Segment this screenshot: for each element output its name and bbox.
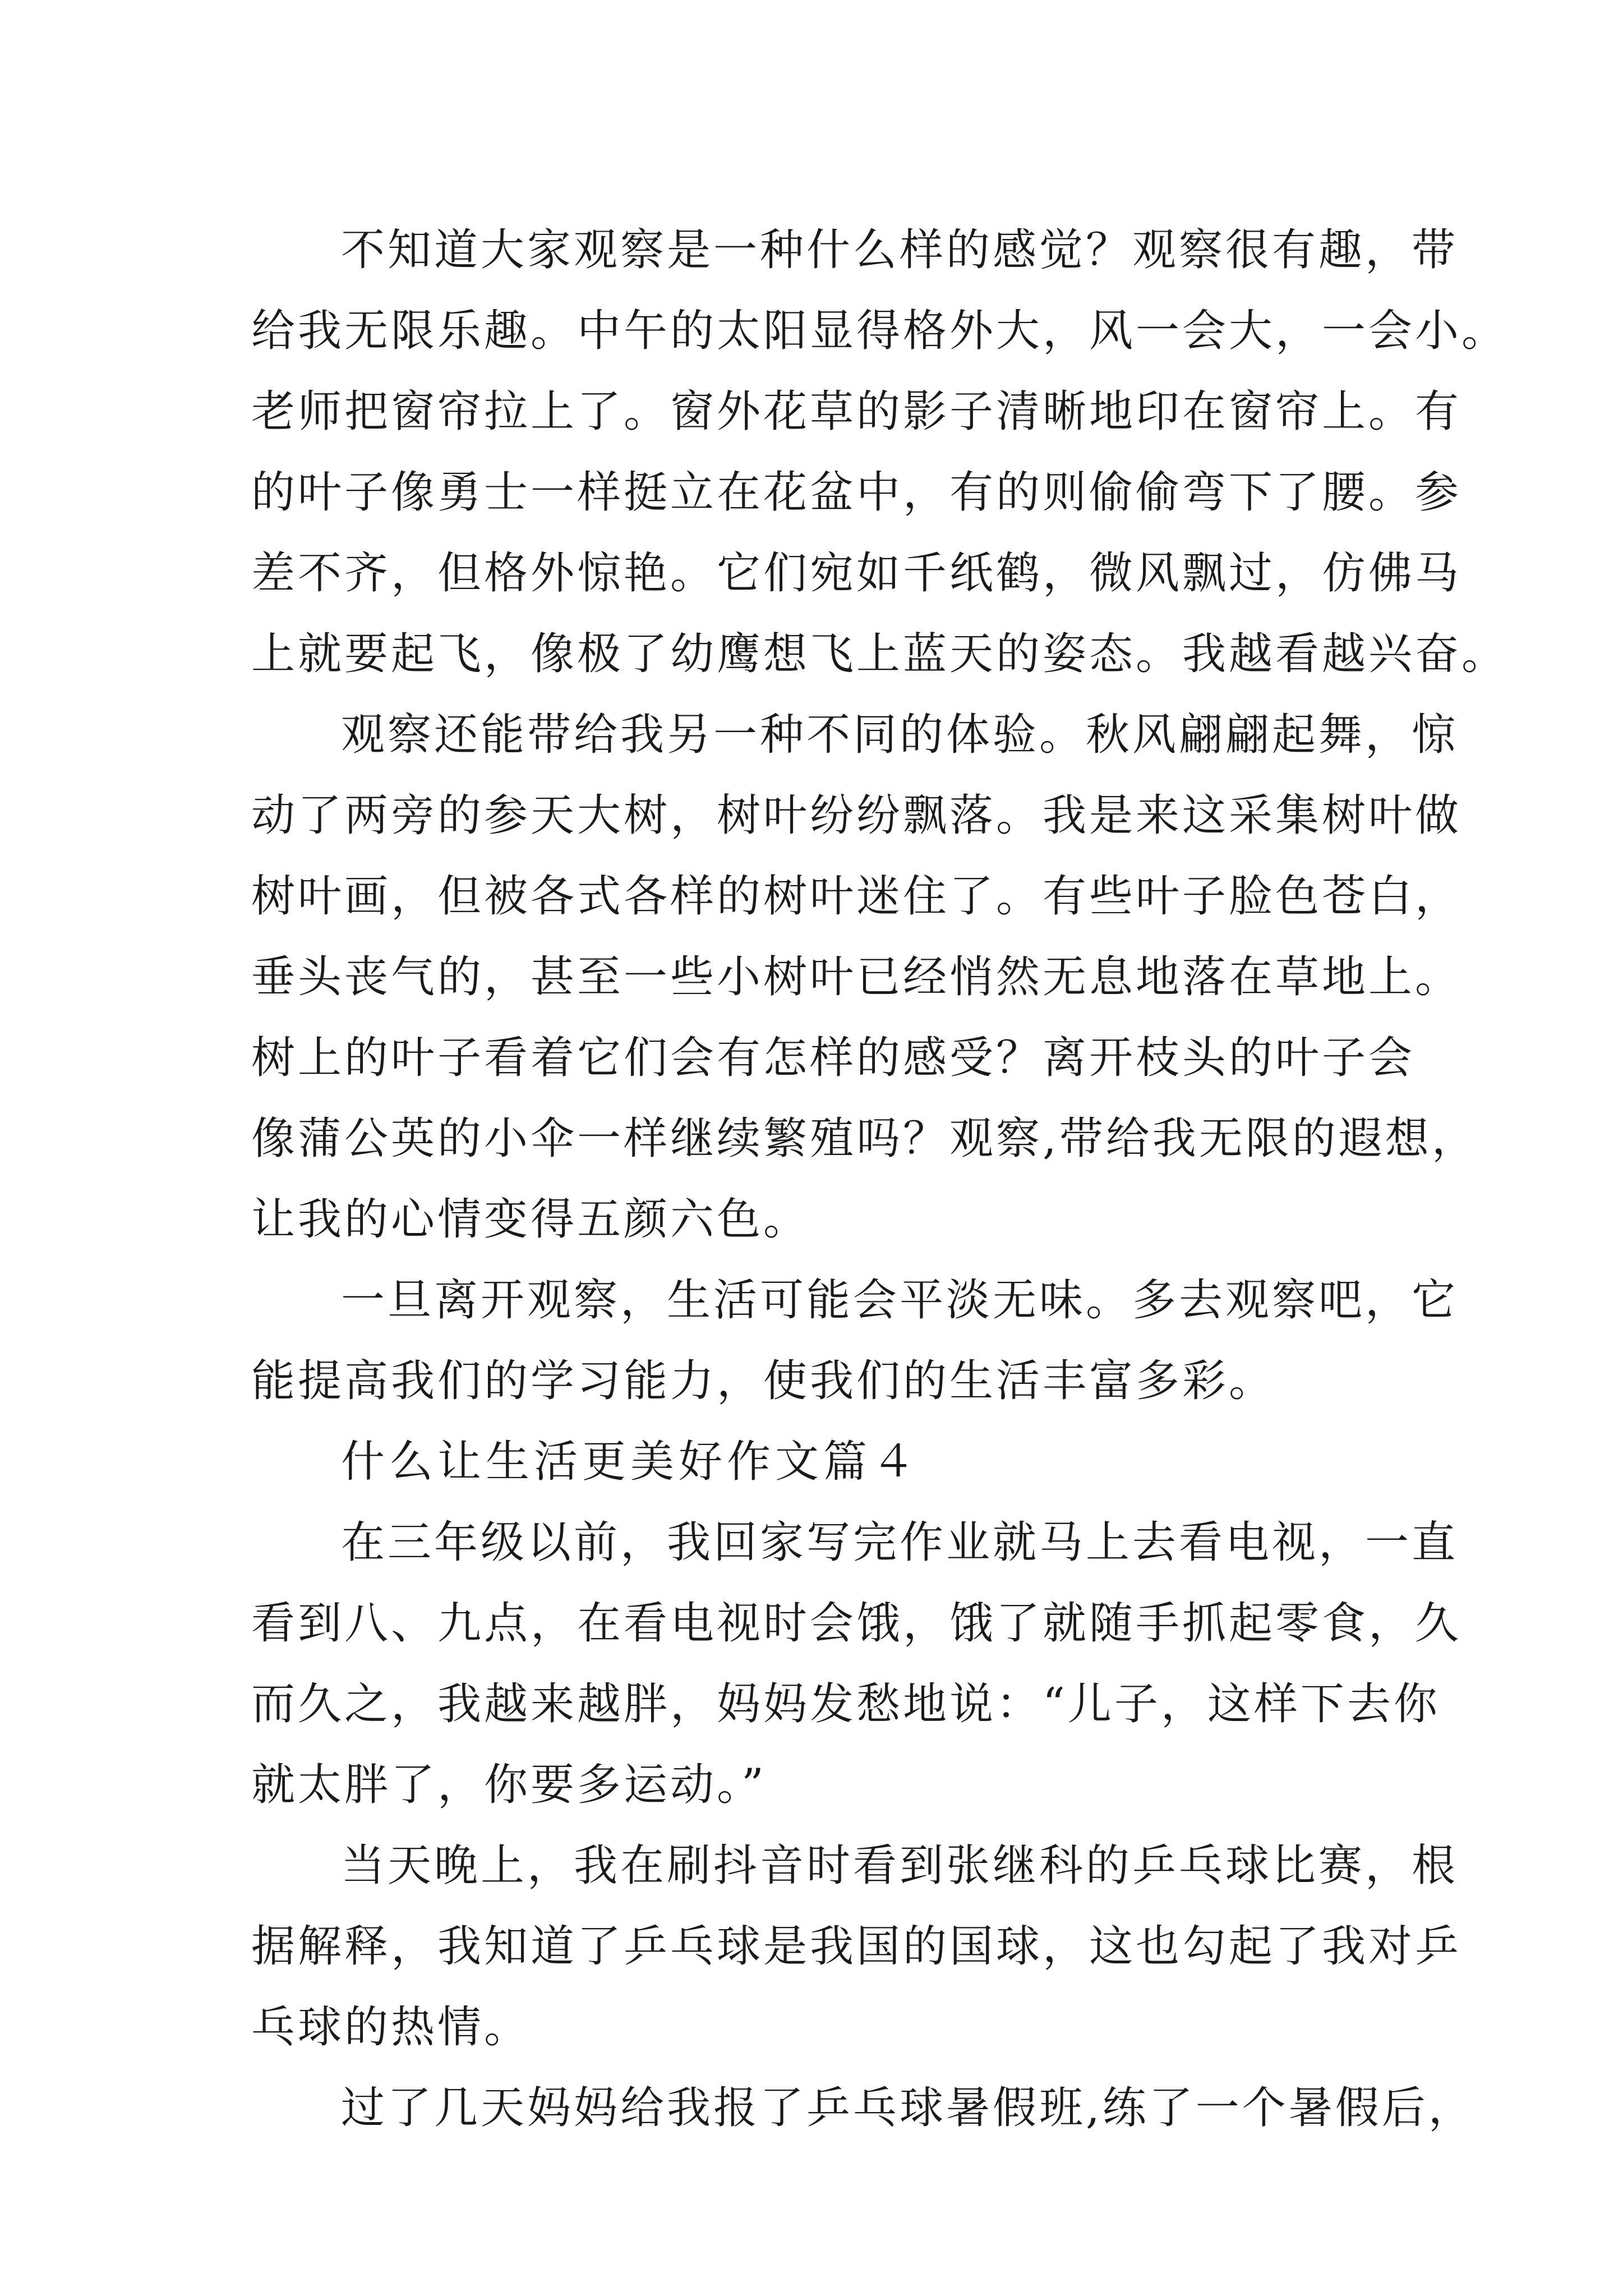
text-line: 差不齐，但格外惊艳。它们宛如千纸鹤，微风飘过，仿佛马 [251, 548, 1462, 599]
section-heading [251, 1421, 1407, 1502]
essay-body [251, 210, 1509, 2148]
paragraph [251, 1825, 1462, 2068]
paragraph [251, 694, 1478, 1260]
text-line: 让我的心情变得五颜六色。 [251, 1194, 810, 1245]
text-line: 上就要起飞，像极了幼鹰想飞上蓝天的姿态。我越看越兴奋。 [251, 629, 1509, 679]
text-line: 给我无限乐趣。中午的太阳显得格外大，风一会大，一会小。 [251, 306, 1509, 356]
text-line: 据解释，我知道了乒乓球是我国的国球，这也勾起了我对乒 [251, 1921, 1462, 1972]
text-line: 而久之，我越来越胖，妈妈发愁地说：“儿子，这样下去你 [251, 1679, 1440, 1729]
text-line: 动了两旁的参天大树，树叶纷纷飘落。我是来这采集树叶做 [251, 790, 1462, 841]
text-line: 垂头丧气的，甚至一些小树叶已经悄然无息地落在草地上。 [251, 952, 1462, 1002]
text-line: 乓球的热情。 [251, 2002, 531, 2053]
text-line: 能提高我们的学习能力，使我们的生活丰富多彩。 [251, 1356, 1276, 1406]
paragraph [251, 1260, 1459, 1421]
text-line: 在三年级以前，我回家写完作业就马上去看电视，一直 [341, 1517, 1459, 1568]
paragraph [251, 2068, 1475, 2148]
text-line: 的叶子像勇士一样挺立在花盆中，有的则偷偷弯下了腰。参 [251, 467, 1462, 518]
text-line: 看到八、九点，在看电视时会饿，饿了就随手抓起零食，久 [251, 1598, 1462, 1649]
text-line: 老师把窗帘拉上了。窗外花草的影子清晰地印在窗帘上。有 [251, 386, 1462, 437]
text-line: 树叶画，但被各式各样的树叶迷住了。有些叶子脸色苍白， [251, 871, 1462, 922]
text-line: 当天晚上，我在刷抖音时看到张继科的乒乓球比赛，根 [341, 1841, 1459, 1891]
text-line: 就太胖了，你要多运动。” [251, 1760, 767, 1810]
text-line: 不知道大家观察是一种什么样的感觉？观察很有趣，带 [341, 225, 1459, 275]
paragraph [251, 210, 1509, 694]
text-line: 像蒲公英的小伞一样继续繁殖吗？观察,带给我无限的遐想， [251, 1114, 1478, 1164]
text-line: 观察还能带给我另一种不同的体验。秋风翩翩起舞，惊 [341, 710, 1459, 760]
text-line: 过了几天妈妈给我报了乒乓球暑假班,练了一个暑假后， [341, 2083, 1475, 2133]
text-line: 一旦离开观察，生活可能会平淡无味。多去观察吧，它 [341, 1275, 1459, 1326]
paragraph [251, 1502, 1462, 1825]
heading-text: 什么让生活更美好作文篇４ [341, 1437, 920, 1487]
text-line: 树上的叶子看着它们会有怎样的感受？离开枝头的叶子会 [251, 1033, 1415, 1083]
